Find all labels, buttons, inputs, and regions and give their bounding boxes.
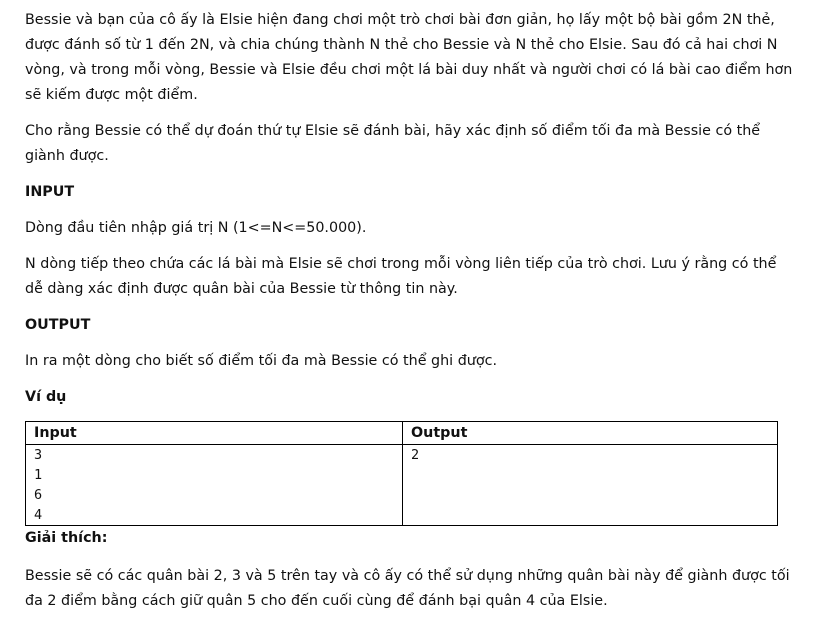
example-heading: Ví dụ — [25, 389, 67, 405]
input-description-1: Dòng đầu tiên nhập giá trị N (1<=N<=50.000). — [25, 220, 367, 236]
example-input-line: 6 — [34, 487, 43, 503]
example-input-cell — [26, 445, 403, 526]
problem-document — [25, 8, 795, 625]
example-input-line: 3 — [34, 447, 43, 463]
input-description-2: N dòng tiếp theo chứa các lá bài mà Elsie sẽ chơi trong mỗi vòng liên tiếp của trò chơi. Lưu ý rằng có thể dễ dàng xác định được quân bài của Bessie từ thông tin này. — [25, 256, 777, 297]
example-input-line: 1 — [34, 467, 43, 483]
output-heading: OUTPUT — [25, 317, 91, 333]
example-output-line: 2 — [411, 447, 420, 463]
output-description: In ra một dòng cho biết số điểm tối đa mà Bessie có thể ghi được. — [25, 353, 497, 369]
example-input-line: 4 — [34, 507, 43, 523]
explanation-paragraph: Bessie sẽ có các quân bài 2, 3 và 5 trên tay và cô ấy có thể sử dụng những quân bài này để giành được tối đa 2 điểm bằng cách giữ quân 5 cho đến cuối cùng để đánh bại quân 4 của Elsie. — [25, 568, 790, 609]
example-table-header-row — [26, 422, 778, 445]
example-table-row — [26, 445, 778, 526]
example-output-cell — [403, 445, 778, 526]
explanation-heading: Giải thích: — [25, 530, 108, 546]
example-input-header: Input — [26, 422, 403, 445]
example-output-header: Output — [403, 422, 778, 445]
statement-paragraph-2: Cho rằng Bessie có thể dự đoán thứ tự Elsie sẽ đánh bài, hãy xác định số điểm tối đa mà Bessie có thể giành được. — [25, 123, 761, 164]
example-table — [25, 421, 778, 526]
statement-paragraph-1: Bessie và bạn của cô ấy là Elsie hiện đang chơi một trò chơi bài đơn giản, họ lấy một bộ bài gồm 2N thẻ, được đánh số từ 1 đến 2N, và chia chúng thành N thẻ cho Bessie và N thẻ cho Elsie. Sau đó cả hai chơi N vòng, và trong mỗi vòng, Bessie và Elsie đều chơi một lá bài duy nhất và người chơi có lá bài cao điểm hơn sẽ kiếm được một điểm. — [25, 12, 793, 103]
input-heading: INPUT — [25, 184, 75, 200]
